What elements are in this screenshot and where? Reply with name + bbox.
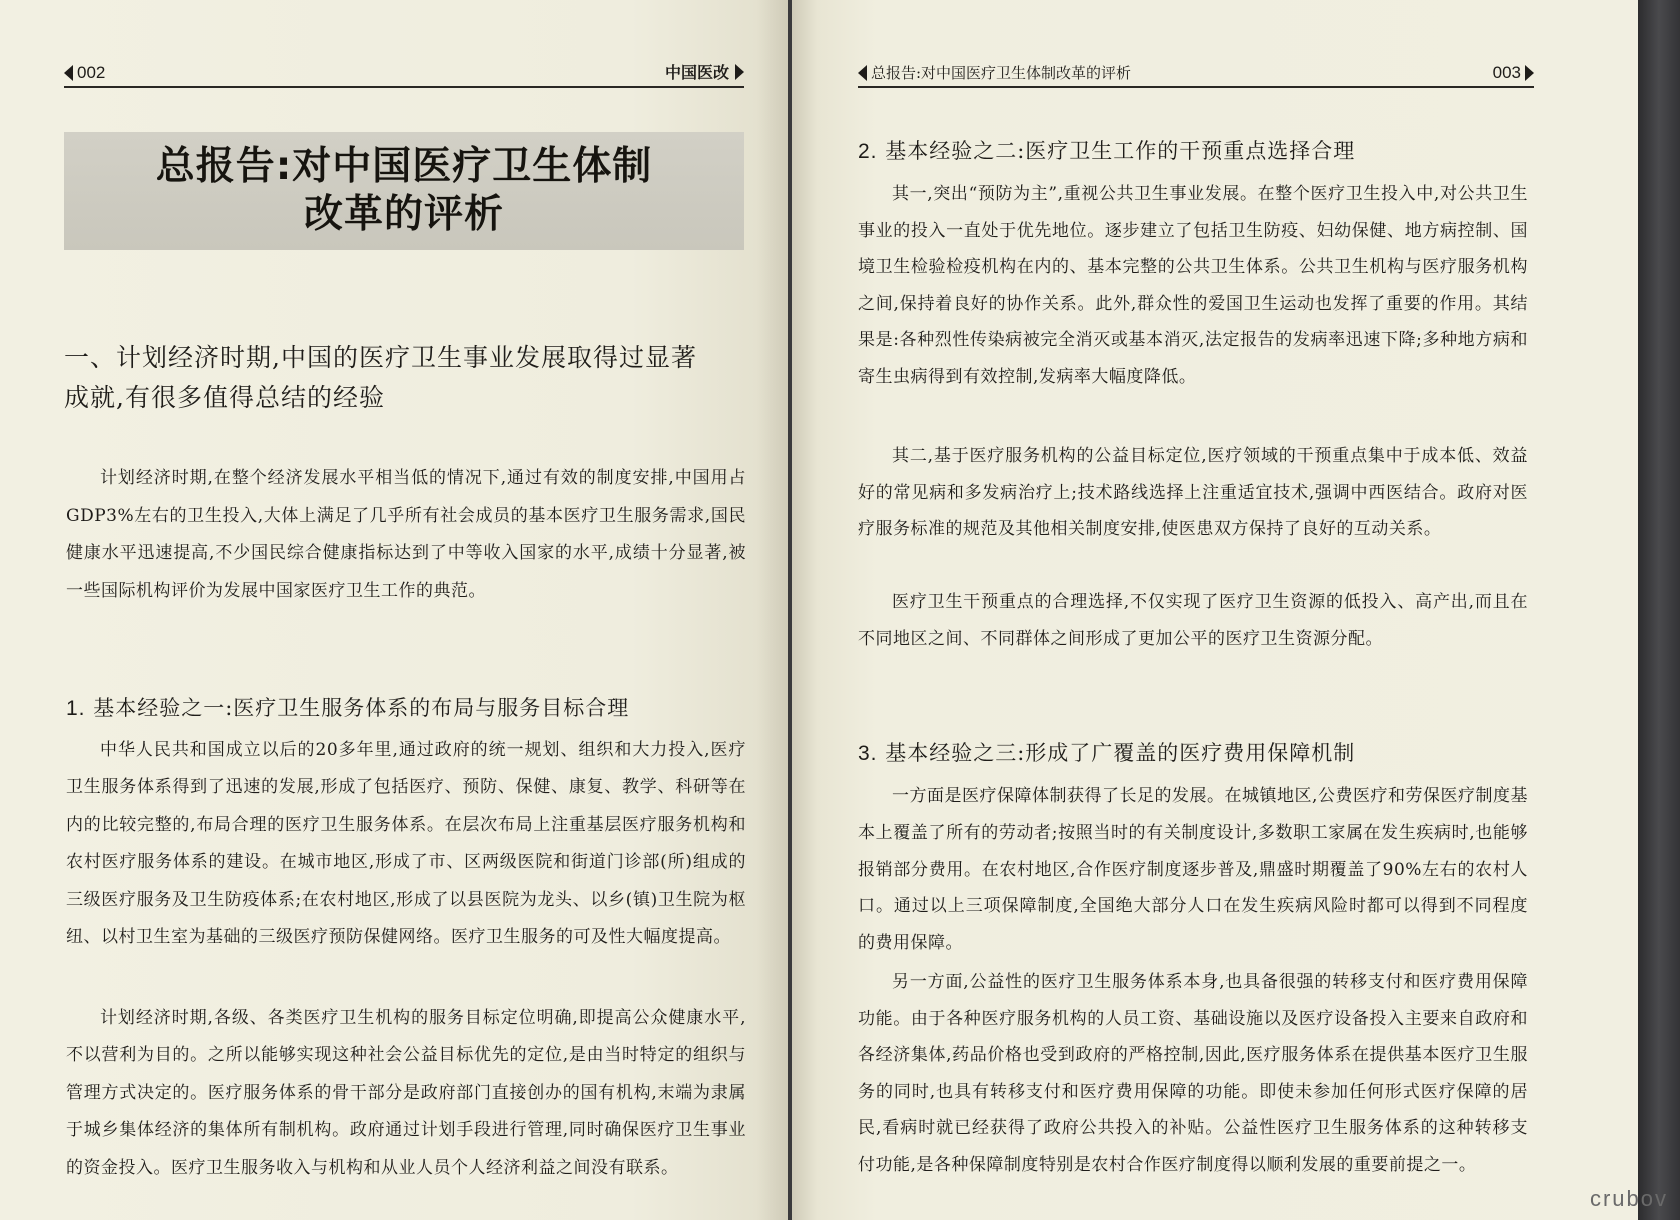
left-page-number: 002 (64, 63, 105, 83)
right-page-number: 003 (1493, 63, 1534, 83)
left-running-header (64, 62, 744, 88)
chevron-right-icon (1525, 65, 1534, 81)
chapter-title-line1: 总报告:对中国医疗卫生体制 (155, 144, 653, 189)
subsection1-paragraph1: 中华人民共和国成立以后的20多年里,通过政府的统一规划、组织和大力投入,医疗卫生服务体系得到了迅速的发展,形成了包括医疗、预防、保健、康复、教学、科研等在内的比较完整的,布局合理的医疗卫生服务体系。在层次布局上注重基层医疗服务机构和农村医疗服务体系的建设。在城市地区,形成了市、区两级医院和街道门诊部(所)组成的三级医疗服务及卫生防疫体系;在农村地区,形成了以县医院为龙头、以乡(镇)卫生院为枢纽、以村卫生室为基础的三级医疗预防保健网络。医疗卫生服务的可及性大幅度提高。 (66, 740, 746, 948)
subsection1-heading: 1. 基本经验之一:医疗卫生服务体系的布局与服务目标合理 (66, 696, 630, 720)
right-running-header (858, 62, 1534, 88)
subsection3-paragraph2: 另一方面,公益性的医疗卫生服务体系本身,也具备很强的转移支付和医疗费用保障功能。由于各种医疗服务机构的人员工资、基础设施以及医疗设备投入主要来自政府和各经济集体,药品价格也受到政府的严格控制,因此,医疗服务体系在提供基本医疗卫生服务的同时,也具有转移支付和医疗费用保障的功能。即使未参加任何形式医疗保障的居民,看病时就已经获得了政府公共投入的补贴。公益性医疗卫生服务体系的这种转移支付功能,是各种保障制度特别是农村合作医疗制度得以顺利发展的重要前提之一。 (858, 972, 1528, 1175)
right-page (792, 0, 1638, 1220)
chapter-title-line2: 改革的评析 (303, 192, 504, 237)
subsection1-paragraph2: 计划经济时期,各级、各类医疗卫生机构的服务目标定位明确,即提高公众健康水平,不以营利为目的。之所以能够实现这种社会公益目标优先的定位,是由当时特定的组织与管理方式决定的。医疗服务体系的骨干部分是政府部门直接创办的国有机构,末端为隶属于城乡集体经济的集体所有制机构。政府通过计划手段进行管理,同时确保医疗卫生事业的资金投入。医疗卫生服务收入与机构和从业人员个人经济利益之间没有联系。 (66, 1008, 746, 1178)
subsection3-heading: 3. 基本经验之三:形成了广覆盖的医疗费用保障机制 (858, 741, 1356, 765)
subsection2-heading: 2. 基本经验之二:医疗卫生工作的干预重点选择合理 (858, 139, 1356, 163)
chapter-title-box (64, 132, 744, 250)
subsection2-paragraph3: 医疗卫生干预重点的合理选择,不仅实现了医疗卫生资源的低投入、高产出,而且在不同地区之间、不同群体之间形成了更加公平的医疗卫生资源分配。 (858, 592, 1528, 649)
chevron-right-icon (735, 64, 744, 80)
right-running-title: 总报告:对中国医疗卫生体制改革的评析 (858, 62, 1131, 83)
subsection2-paragraph1: 其一,突出“预防为主”,重视公共卫生事业发展。在整个医疗卫生投入中,对公共卫生事业的投入一直处于优先地位。逐步建立了包括卫生防疫、妇幼保健、地方病控制、国境卫生检验检疫机构在内的、基本完整的公共卫生体系。公共卫生机构与医疗服务机构之间,保持着良好的协作关系。此外,群众性的爱国卫生运动也发挥了重要的作用。其结果是:各种烈性传染病被完全消灭或基本消灭,法定报告的发病率迅速下降;多种地方病和寄生虫病得到有效控制,发病率大幅度降低。 (858, 184, 1528, 387)
subsection2-paragraph2: 其二,基于医疗服务机构的公益目标定位,医疗领域的干预重点集中于成本低、效益好的常见病和多发病治疗上;技术路线选择上注重适宜技术,强调中西医结合。政府对医疗服务标准的规范及其他相关制度安排,使医患双方保持了良好的互动关系。 (858, 446, 1528, 540)
watermark: crubov (1589, 1186, 1668, 1211)
left-running-title: 中国医改 (665, 60, 744, 83)
chevron-left-icon (858, 65, 867, 81)
left-page (0, 0, 788, 1220)
subsection3-paragraph1: 一方面是医疗保障体制获得了长足的发展。在城镇地区,公费医疗和劳保医疗制度基本上覆盖了所有的劳动者;按照当时的有关制度设计,多数职工家属在发生疾病时,也能够报销部分费用。在农村地区,合作医疗制度逐步普及,鼎盛时期覆盖了90%左右的农村人口。通过以上三项保障制度,全国绝大部分人口在发生疾病风险时都可以得到不同程度的费用保障。 (858, 786, 1528, 954)
chevron-left-icon (64, 65, 73, 81)
intro-paragraph: 计划经济时期,在整个经济发展水平相当低的情况下,通过有效的制度安排,中国用占GDP3%左右的卫生投入,大体上满足了几乎所有社会成员的基本医疗卫生服务需求,国民健康水平迅速提高,不少国民综合健康指标达到了中等收入国家的水平,成绩十分显著,被一些国际机构评价为发展中国家医疗卫生工作的典范。 (66, 468, 746, 601)
book-edge (1638, 0, 1680, 1220)
section-heading: 一、计划经济时期,中国的医疗卫生事业发展取得过显著 成就,有很多值得总结的经验 (64, 343, 697, 412)
